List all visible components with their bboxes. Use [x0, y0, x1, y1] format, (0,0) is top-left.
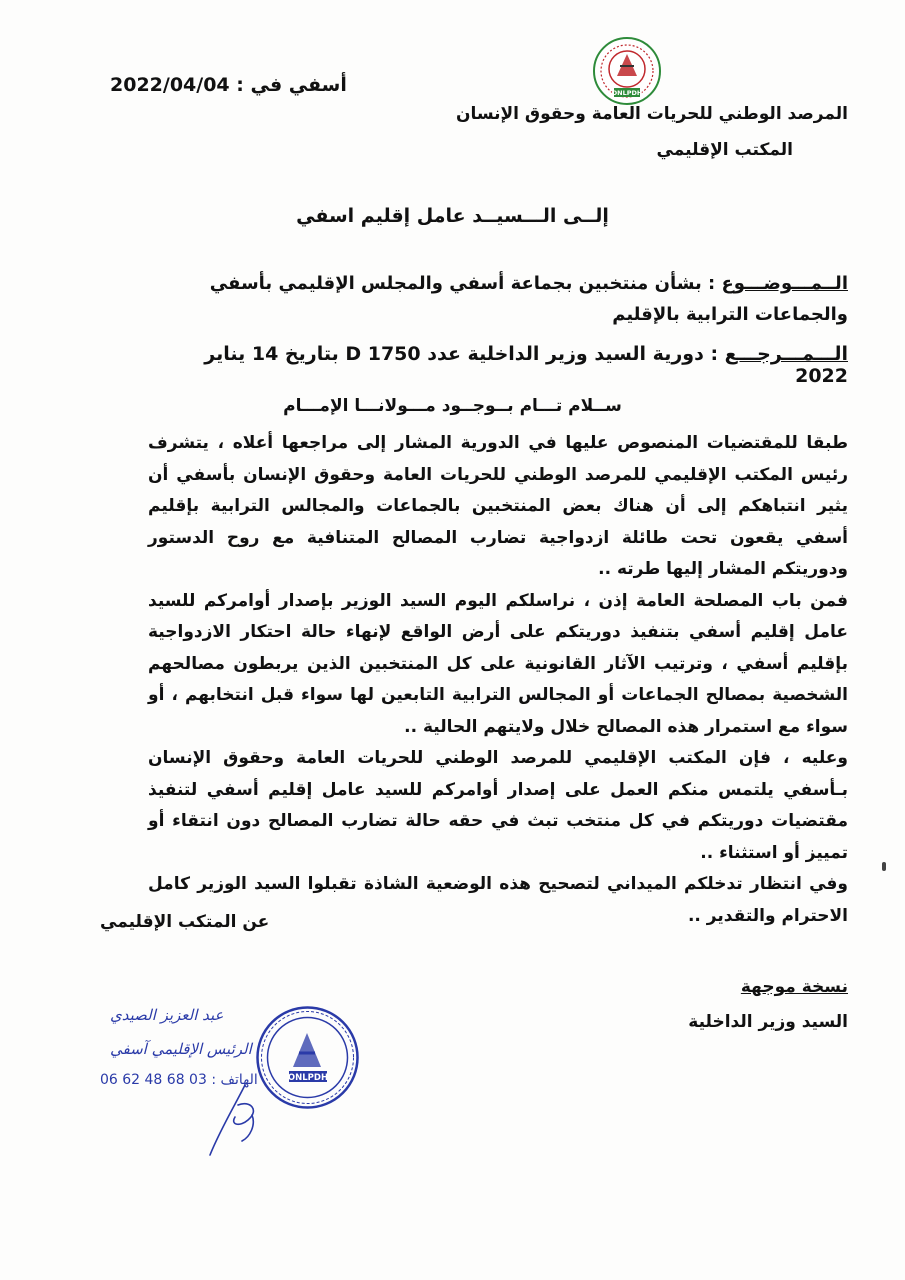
- organization-logo-icon: [592, 36, 662, 106]
- copy-recipient: السيد وزير الداخلية: [688, 1012, 848, 1032]
- letter-body: [148, 428, 848, 932]
- svg-text:ONLPDH: ONLPDH: [287, 1073, 329, 1083]
- handwritten-signature: [190, 1075, 280, 1165]
- body-paragraph-3: وعليه ، فإن المكتب الإقليمي للمرصد الوطني للحريات العامة وحقوق الإنسان بـأسفي يلتمس منكم العمل على إصدار أوامركم للسيد عامل إقليم أسفي لتنفيذ مقتضيات دوريتكم في كل منتخب تبث في حقه حالة تضارب المصالح دون انتقاء أو تمييز أو استثناء ..: [148, 748, 848, 863]
- office-name: المكتب الإقليمي: [656, 140, 793, 160]
- subject-text: : بشأن منتخبين بجماعة أسفي والمجلس الإقليمي بأسفي والجماعات الترابية بالإقليم: [209, 273, 848, 325]
- subject-label: الــمـــوضـــوع: [721, 273, 848, 294]
- addressee: إلــى الـــسيــد عامل إقليم اسفي: [296, 205, 609, 227]
- reference-label: الـــمـــرجـــع: [724, 343, 848, 365]
- reference-line: [148, 343, 848, 387]
- body-paragraph-4: وفي انتظار تدخلكم الميداني لتصحيح هذه الوضعية الشاذة تقبلوا السيد الوزير كامل الاحترام والتقدير ..: [148, 874, 848, 926]
- greeting: ســلام تـــام بــوجــود مـــولانـــا الإمـــام: [283, 396, 622, 416]
- reference-text: : دورية السيد وزير الداخلية عدد D 1750 بتاريخ 14 يناير 2022: [204, 343, 848, 387]
- organization-name: المرصد الوطني للحريات العامة وحقوق الإنسان: [455, 104, 848, 124]
- signoff: عن المتكب الإقليمي: [100, 912, 270, 932]
- svg-text:ONLPDH: ONLPDH: [611, 89, 643, 97]
- copy-title: نسخة موجهة: [740, 977, 848, 997]
- body-paragraph-2: فمن باب المصلحة العامة إذن ، نراسلكم اليوم السيد الوزير بإصدار أوامركم للسيد عامل إقليم أسفي بتنفيذ دوريتكم على أرض الواقع لإنهاء حالة احتكار الازدواجية بإقليم أسفي ، وترتيب الآثار القانونية على كل المنتخبين الذين يربطون مصالحهم الشخصية بمصالح الجماعات أو المجالس الترابية التابعين لها سواء قبل انتخابهم ، أو سواء مع استمرار هذه المصالح خلال ولايتهم الحالية ..: [148, 590, 848, 737]
- subject-line: [178, 268, 848, 330]
- stamp-name: عبد العزيز الصيدي: [110, 1006, 224, 1024]
- date-line: أسفي في : 2022/04/04: [110, 74, 347, 96]
- stamp-phone: 06 62 48 68 03 : الهاتف: [100, 1072, 258, 1088]
- ink-mark: [882, 862, 886, 871]
- stamp-title: الرئيس الإقليمي آسفي: [110, 1040, 252, 1058]
- body-paragraph-1: طبقا للمقتضيات المنصوص عليها في الدورية المشار إلى مراجعها أعلاه ، يتشرف رئيس المكتب الإقليمي للمرصد الوطني للحريات العامة وحقوق الإنسان بأسفي أن يثير انتباهكم إلى أن هناك بعض المنتخبين بالجماعات والمجالس الترابية بإقليم أسفي يقعون تحت طائلة ازدواجية تضارب المصالح المتنافية مع روح الدستور ودوريتكم المشار إليها طرته ..: [148, 433, 848, 579]
